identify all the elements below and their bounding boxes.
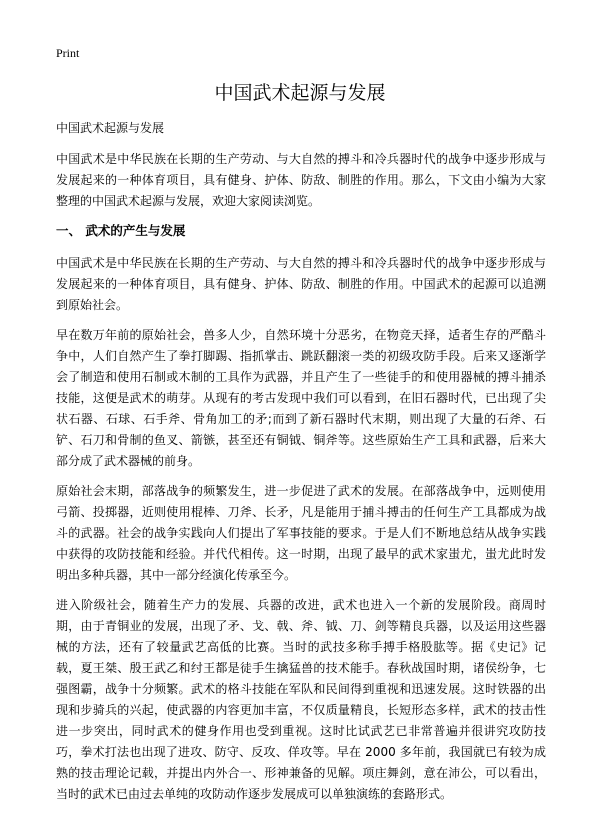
body-paragraph: 早在数万年前的原始社会，兽多人少，自然环境十分恶劣，在物竞天择，适者生存的严酷斗争中，人们自然产生了拳打脚踢、指抓掌击、跳跃翻滚一类的初级攻防手段。后来又逐渐学会了制造和使用石制或木制的工具作为武器，并且产生了一些徒手的和使用器械的搏斗捕杀技能，这便是武术的萌芽。从现有的考古发现中我们可以看到，在旧石器时代，已出现了尖状石器、石球、石手斧、骨角加工的矛;而到了新石器时代末期，则出现了大量的石斧、石铲、石刀和骨制的鱼叉、箭镞，甚至还有铜钺、铜斧等。这些原始生产工具和武器，后来大部分成了武术器械的前身。	[56, 328, 546, 468]
section-heading-origin: 一、 武术的产生与发展	[56, 223, 186, 238]
intro-paragraph: 中国武术是中华民族在长期的生产劳动、与大自然的搏斗和冷兵器时代的战争中逐步形成与发展起来的一种体育项目，具有健身、护体、防敌、制胜的作用。那么，下文由小编为大家整理的中国武术起源与发展，欢迎大家阅读浏览。	[56, 152, 546, 208]
body-paragraph: 进入阶级社会，随着生产力的发展、兵器的改进，武术也进入一个新的发展阶段。商周时期，由于青铜业的发展，出现了矛、戈、戟、斧、钺、刀、剑等精良兵器，以及运用这些器械的方法，还有了较量武艺高低的比赛。当时的武技多称手搏手格股肱等。据《史记》记载，夏王桀、殷王武乙和纣王都是徒手生擒猛兽的技术能手。春秋战国时期，诸侯纷争，七强图霸，战争十分频繁。武术的格斗技能在军队和民间得到重视和迅速发展。这时铁器的出现和步骑兵的兴起，使武器的内容更加丰富，不仅质量精良，长短形态多样，武术的技击性进一步突出，同时武术的健身作用也受到重视。这时比试武艺已非常普遍并很讲究攻防技巧，拳术打法也出现了进攻、防守、反攻、佯攻等。早在 2000 多年前，我国就已有较为成熟的技击理论记载，并提出内外合一、形神兼备的见解。项庄舞剑，意在沛公，可以看出，当时的武术已由过去单纯的攻防动作逐步发展成可以单独演练的套路形式。	[56, 598, 546, 801]
document-title: 中国武术起源与发展	[214, 82, 386, 104]
body-paragraph: 中国武术是中华民族在长期的生产劳动、与大自然的搏斗和冷兵器时代的战争中逐步形成与发展起来的一种体育项目，具有健身、护体、防敌、制胜的作用。中国武术的起源可以追溯到原始社会。	[56, 256, 546, 312]
print-link[interactable]: Print	[56, 46, 80, 60]
body-paragraph: 原始社会末期，部落战争的频繁发生，进一步促进了武术的发展。在部落战争中，远则使用弓箭、投掷器，近则使用棍棒、刀斧、长矛，凡是能用于捕斗搏击的任何生产工具都成为战斗的武器。社会的战争实践向人们提出了军事技能的要求。于是人们不断地总结从战争实践中获得的攻防技能和经验。并代代相传。这一时期，出现了最早的武术家蚩尤，蚩尤此时发明出多种兵器，其中一部分经演化传承至今。	[56, 484, 546, 582]
document-body	[56, 119, 546, 814]
document-subtitle: 中国武术起源与发展	[56, 121, 165, 135]
